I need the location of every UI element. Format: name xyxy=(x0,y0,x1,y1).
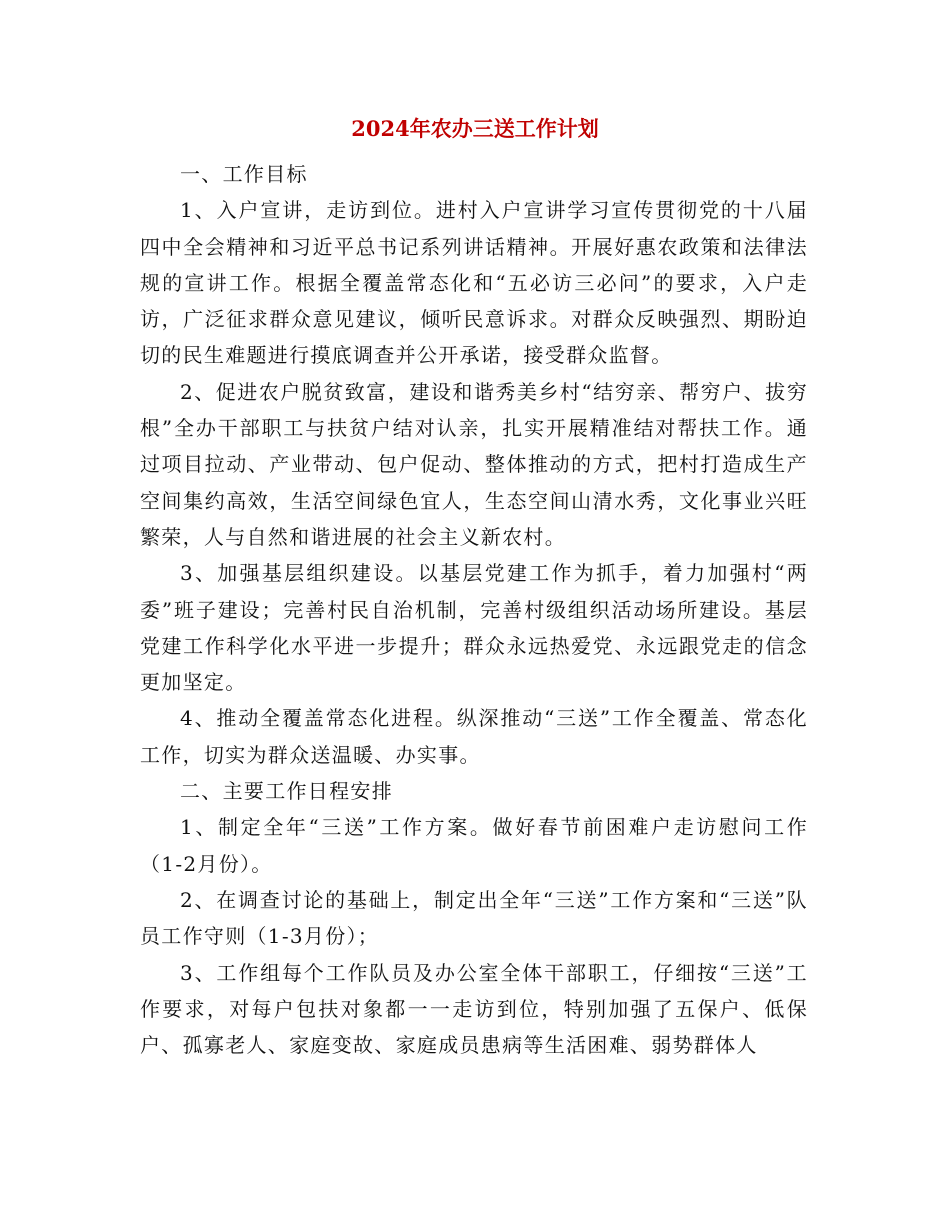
document-body xyxy=(140,156,808,1063)
section-heading-schedule: 二、主要工作日程安排 xyxy=(180,779,393,804)
paragraph-schedule-1: 1、制定全年“三送”工作方案。做好春节前困难户走访慰问工作（1-2月份）。 xyxy=(140,815,808,876)
paragraph-schedule-2: 2、在调查讨论的基础上，制定出全年“三送”工作方案和“三送”队员工作守则（1-3月份）； xyxy=(140,887,808,949)
paragraph-goal-3: 3、加强基层组织建设。以基层党建工作为抓手，着力加强村“两委”班子建设；完善村民自治机制，完善村级组织活动场所建设。基层党建工作科学化水平进一步提升；群众永远热爱党、永远跟党走的信念更加坚定。 xyxy=(140,561,808,695)
paragraph-goal-2: 2、促进农户脱贫致富，建设和谐秀美乡村“结穷亲、帮穷户、拔穷根”全办干部职工与扶贫户结对认亲，扎实开展精准结对帮扶工作。通过项目拉动、产业带动、包户促动、整体推动的方式，把村打造成生产空间集约高效，生活空间绿色宜人，生态空间山清水秀，文化事业兴旺繁荣，人与自然和谐进展的社会主义新农村。 xyxy=(140,379,808,549)
paragraph-goal-4: 4、推动全覆盖常态化进程。纵深推动“三送”工作全覆盖、常态化工作，切实为群众送温暖、办实事。 xyxy=(140,706,808,767)
section-heading-goals: 一、工作目标 xyxy=(180,162,308,186)
paragraph-goal-1: 1、入户宣讲，走访到位。进村入户宣讲学习宣传贯彻党的十八届四中全会精神和习近平总书记系列讲话精神。开展好惠农政策和法律法规的宣讲工作。根据全覆盖常态化和“五必访三必问”的要求，入户走访，广泛征求群众意见建议，倾听民意诉求。对群众反映强烈、期盼迫切的民生难题进行摸底调查并公开承诺，接受群众监督。 xyxy=(140,198,808,368)
document-title: 2024年农办三送工作计划 xyxy=(351,116,599,141)
paragraph-schedule-3: 3、工作组每个工作队员及办公室全体干部职工，仔细按“三送”工作要求，对每户包扶对象都一一走访到位，特别加强了五保户、低保户、孤寡老人、家庭变故、家庭成员患病等生活困难、弱势群体人 xyxy=(140,960,808,1058)
